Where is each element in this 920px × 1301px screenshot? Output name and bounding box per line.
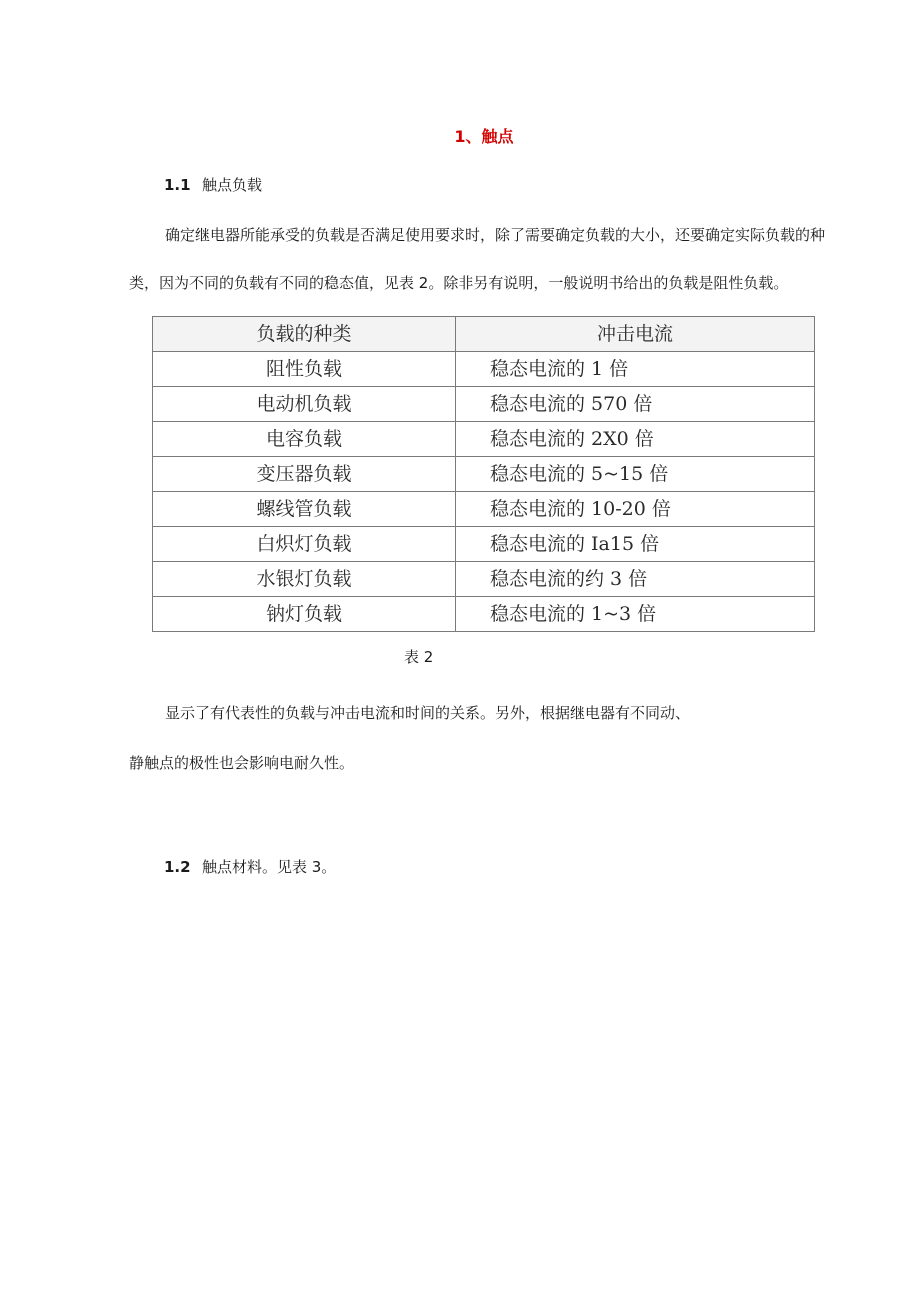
load-type-cell: 水银灯负载 xyxy=(153,562,456,597)
surge-current-cell: 稳态电流的 5~15 倍 xyxy=(456,457,815,492)
table-row xyxy=(153,597,815,632)
surge-current-cell: 稳态电流的 10-20 倍 xyxy=(456,492,815,527)
load-type-cell: 钠灯负载 xyxy=(153,597,456,632)
table-header-row xyxy=(153,317,815,352)
paragraph-line: 显示了有代表性的负载与冲击电流和时间的关系。另外，根据继电器有不同动、 xyxy=(165,704,691,722)
table-row xyxy=(153,492,815,527)
load-type-cell: 白炽灯负载 xyxy=(153,527,456,562)
table-caption: 表 2 xyxy=(404,648,434,666)
table-row xyxy=(153,562,815,597)
surge-current-cell: 稳态电流的 1 倍 xyxy=(456,352,815,387)
load-type-cell: 阻性负载 xyxy=(153,352,456,387)
table-row xyxy=(153,457,815,492)
load-surge-table xyxy=(152,316,815,632)
section-title: 触点负载 xyxy=(202,176,263,194)
table-row xyxy=(153,352,815,387)
load-type-cell: 螺线管负载 xyxy=(153,492,456,527)
section-number: 1.1 xyxy=(164,176,191,194)
section-heading-1-1 xyxy=(164,174,262,195)
column-header-load-type: 负载的种类 xyxy=(153,317,456,352)
load-type-cell: 电容负载 xyxy=(153,422,456,457)
load-type-cell: 变压器负载 xyxy=(153,457,456,492)
surge-current-cell: 稳态电流的 Ia15 倍 xyxy=(456,527,815,562)
surge-current-cell: 稳态电流的 1~3 倍 xyxy=(456,597,815,632)
load-type-cell: 电动机负载 xyxy=(153,387,456,422)
section-title: 触点材料。见表 3。 xyxy=(202,858,337,876)
paragraph-line: 确定继电器所能承受的负载是否满足使用要求时，除了需要确定负载的大小，还要确定实际负载的种 xyxy=(165,226,826,244)
column-header-surge-current: 冲击电流 xyxy=(456,317,815,352)
table-row xyxy=(153,387,815,422)
section-number: 1.2 xyxy=(164,858,191,876)
surge-current-cell: 稳态电流的约 3 倍 xyxy=(456,562,815,597)
section-heading-1-2 xyxy=(164,856,336,877)
paragraph-line: 类，因为不同的负载有不同的稳态值，见表 2。除非另有说明，一般说明书给出的负载是阻性负载。 xyxy=(129,274,789,292)
table-row xyxy=(153,527,815,562)
document-title: 1、触点 xyxy=(454,127,514,146)
surge-current-cell: 稳态电流的 2X0 倍 xyxy=(456,422,815,457)
paragraph-line: 静触点的极性也会影响电耐久性。 xyxy=(129,754,355,772)
surge-current-cell: 稳态电流的 570 倍 xyxy=(456,387,815,422)
table-row xyxy=(153,422,815,457)
